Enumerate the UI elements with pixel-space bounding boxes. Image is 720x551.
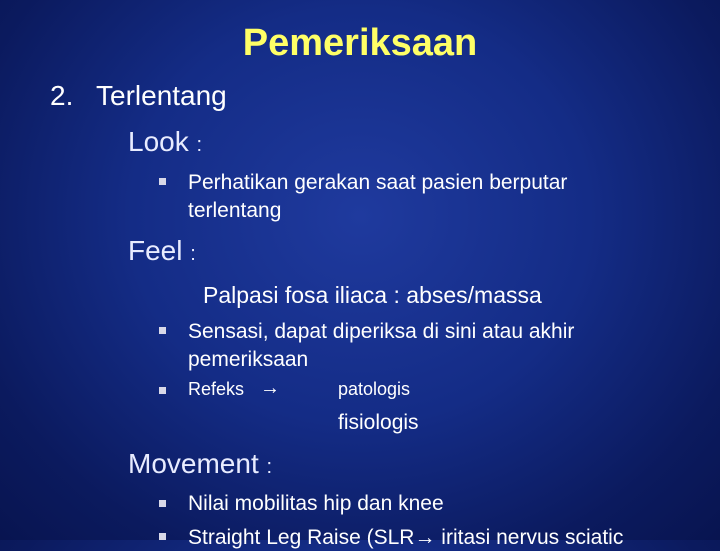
feel-subline: Palpasi fosa iliaca : abses/massa <box>203 282 542 308</box>
item-number: 2. <box>50 80 74 111</box>
movement-bullet-1: Nilai mobilitas hip dan knee <box>188 492 444 515</box>
sensasi-line2: pemeriksaan <box>188 348 309 371</box>
feel-colon: : <box>190 243 196 265</box>
movement-colon: : <box>266 456 273 478</box>
item-label: Terlentang <box>96 80 227 111</box>
bullet-icon <box>159 327 166 334</box>
sensasi-line1: Sensasi, dapat diperiksa di sini atau akhir <box>188 320 575 343</box>
feel-heading-label: Feel <box>128 235 183 266</box>
movement-bullet-2: Straight Leg Raise (SLR→ iritasi nervus sciatic <box>188 526 624 549</box>
look-heading-label: Look <box>128 126 189 157</box>
refleks-value-fisiologis: fisiologis <box>338 411 419 434</box>
bullet-icon <box>159 500 166 507</box>
movement-heading <box>128 448 272 480</box>
section-item <box>50 80 227 112</box>
movement-heading-label: Movement <box>128 448 259 479</box>
refleks-label: Refeks <box>188 379 245 399</box>
feel-heading <box>128 235 196 267</box>
arrow-right-icon: → <box>260 377 280 399</box>
look-bullet-line2: terlentang <box>188 199 282 222</box>
look-colon: : <box>196 134 203 156</box>
refleks-value-patologis: patologis <box>338 379 411 399</box>
bullet-icon <box>159 387 166 394</box>
slide-title: Pemeriksaan <box>242 22 478 64</box>
bullet-icon <box>159 178 166 185</box>
bullet-icon <box>159 533 166 540</box>
look-heading <box>128 126 202 158</box>
look-bullet-line1: Perhatikan gerakan saat pasien berputar <box>188 171 568 194</box>
